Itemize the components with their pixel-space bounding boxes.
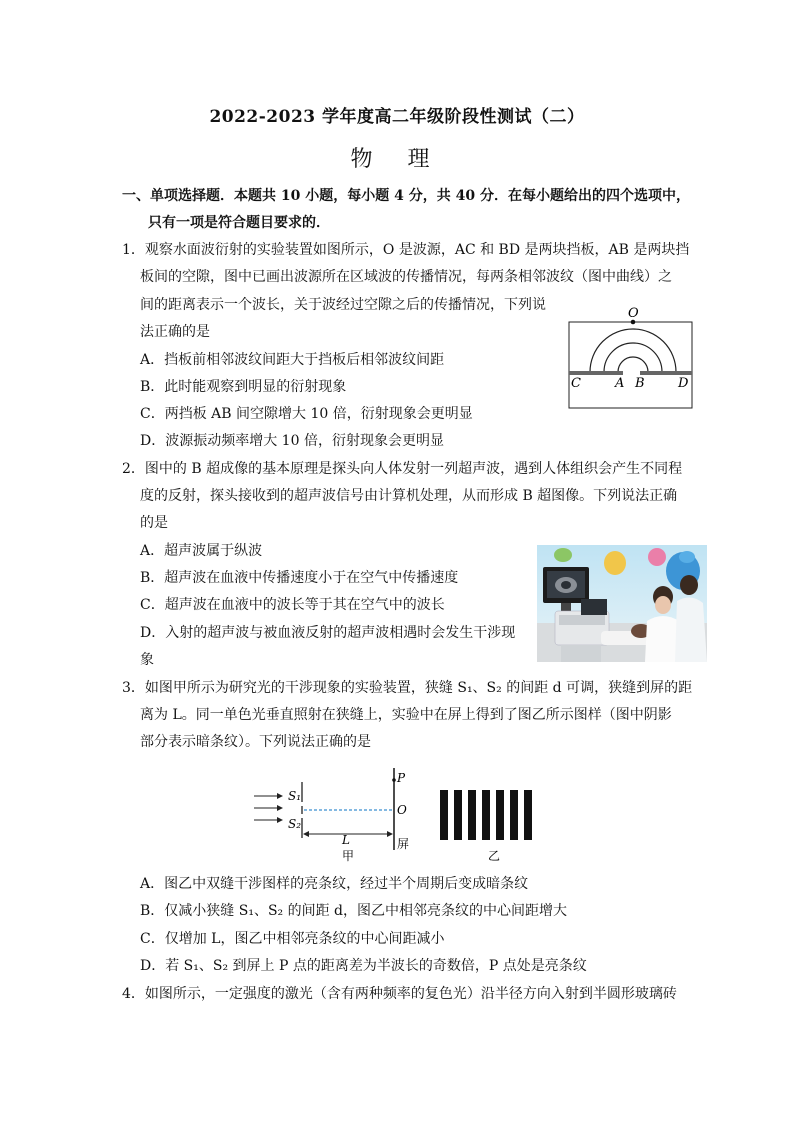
q3-option-a: A．图乙中双缝干涉图样的亮条纹，经过半个周期后变成暗条纹	[140, 876, 529, 892]
q1-option-c: C．两挡板 AB 间空隙增大 10 倍，衍射现象会更明显	[140, 406, 473, 422]
q1-stem-line: 间的距离表示一个波长，关于波经过空隙之后的传播情况，下列说	[140, 297, 546, 313]
q1-option-b: B．此时能观察到明显的衍射现象	[140, 379, 347, 395]
q3-option-b: B．仅减小狭缝 S₁、S₂ 的间距 d，图乙中相邻亮条纹的中心间距增大	[140, 903, 568, 919]
q1-stem-line: 板间的空隙，图中已画出波源所在区域波的传播情况，每两条相邻波纹（图中曲线）之	[140, 269, 672, 285]
q2-stem-line: 2．图中的 B 超成像的基本原理是探头向人体发射一列超声波，遇到人体组织会产生不同程	[122, 461, 683, 477]
q1-stem-line: 1．观察水面波衍射的实验装置如图所示，O 是波源，AC 和 BD 是两块挡板，AB 是两块挡	[122, 242, 690, 258]
q1-label-o: O	[628, 306, 639, 321]
q2-stem-line: 的是	[140, 515, 168, 531]
page-title: 2022-2023 学年度高二年级阶段性测试（二）	[209, 107, 585, 127]
q3-label-yi: 乙	[488, 849, 501, 863]
q2-option-d-cont: 象	[140, 652, 154, 668]
q3-double-slit-figure	[252, 762, 552, 866]
q3-stem-line: 离为 L。同一单色光垂直照射在狭缝上，实验中在屏上得到了图乙所示图样（图中阴影	[140, 707, 672, 723]
q3-option-c: C．仅增加 L，图乙中相邻亮条纹的中心间距减小	[140, 931, 445, 947]
q1-label-d: D	[678, 376, 689, 391]
q2-option-b: B．超声波在血液中传播速度小于在空气中传播速度	[140, 570, 459, 586]
q1-wave-diffraction-figure	[568, 304, 696, 410]
q3-label-s1: S₁	[288, 789, 302, 803]
q3-label-l: L	[342, 833, 350, 847]
q3-label-jia: 甲	[342, 849, 355, 863]
q2-option-d: D．入射的超声波与被血液反射的超声波相遇时会发生干涉现	[140, 625, 516, 641]
q3-label-o: O	[397, 803, 407, 817]
q3-option-d: D．若 S₁、S₂ 到屏上 P 点的距离差为半波长的奇数倍，P 点处是亮条纹	[140, 958, 587, 974]
q2-option-a: A．超声波属于纵波	[140, 543, 263, 559]
q2-stem-line: 度的反射，探头接收到的超声波信号由计算机处理，从而形成 B 超图像。下列说法正确	[140, 488, 678, 504]
q1-label-a: A	[615, 376, 625, 391]
q1-label-b: B	[635, 376, 645, 391]
subject-title: 物 理	[350, 147, 444, 172]
q1-option-d: D．波源振动频率增大 10 倍，衍射现象会更明显	[140, 433, 444, 449]
q4-stem-line: 4．如图所示，一定强度的激光（含有两种频率的复色光）沿半径方向入射到半圆形玻璃砖	[122, 986, 677, 1002]
q3-stem-line: 部分表示暗条纹）。下列说法正确的是	[140, 734, 371, 750]
q3-label-screen: 屏	[397, 837, 410, 851]
q2-option-c: C．超声波在血液中的波长等于其在空气中的波长	[140, 597, 445, 613]
section-header-line-1: 一、单项选择题．本题共 10 小题，每小题 4 分，共 40 分．在每小题给出的四个选项中，	[122, 188, 690, 204]
q1-stem-line: 法正确的是	[140, 324, 210, 340]
q1-label-c: C	[571, 376, 581, 391]
q3-label-s2: S₂	[288, 817, 302, 831]
q2-ultrasound-photo	[537, 545, 707, 662]
q3-stem-line: 3．如图甲所示为研究光的干涉现象的实验装置，狭缝 S₁、S₂ 的间距 d 可调，狭缝到屏的距	[122, 680, 693, 696]
section-header-line-2: 只有一项是符合题目要求的．	[148, 215, 330, 231]
q3-label-p: P	[397, 771, 406, 785]
q1-option-a: A．挡板前相邻波纹间距大于挡板后相邻波纹间距	[140, 352, 445, 368]
